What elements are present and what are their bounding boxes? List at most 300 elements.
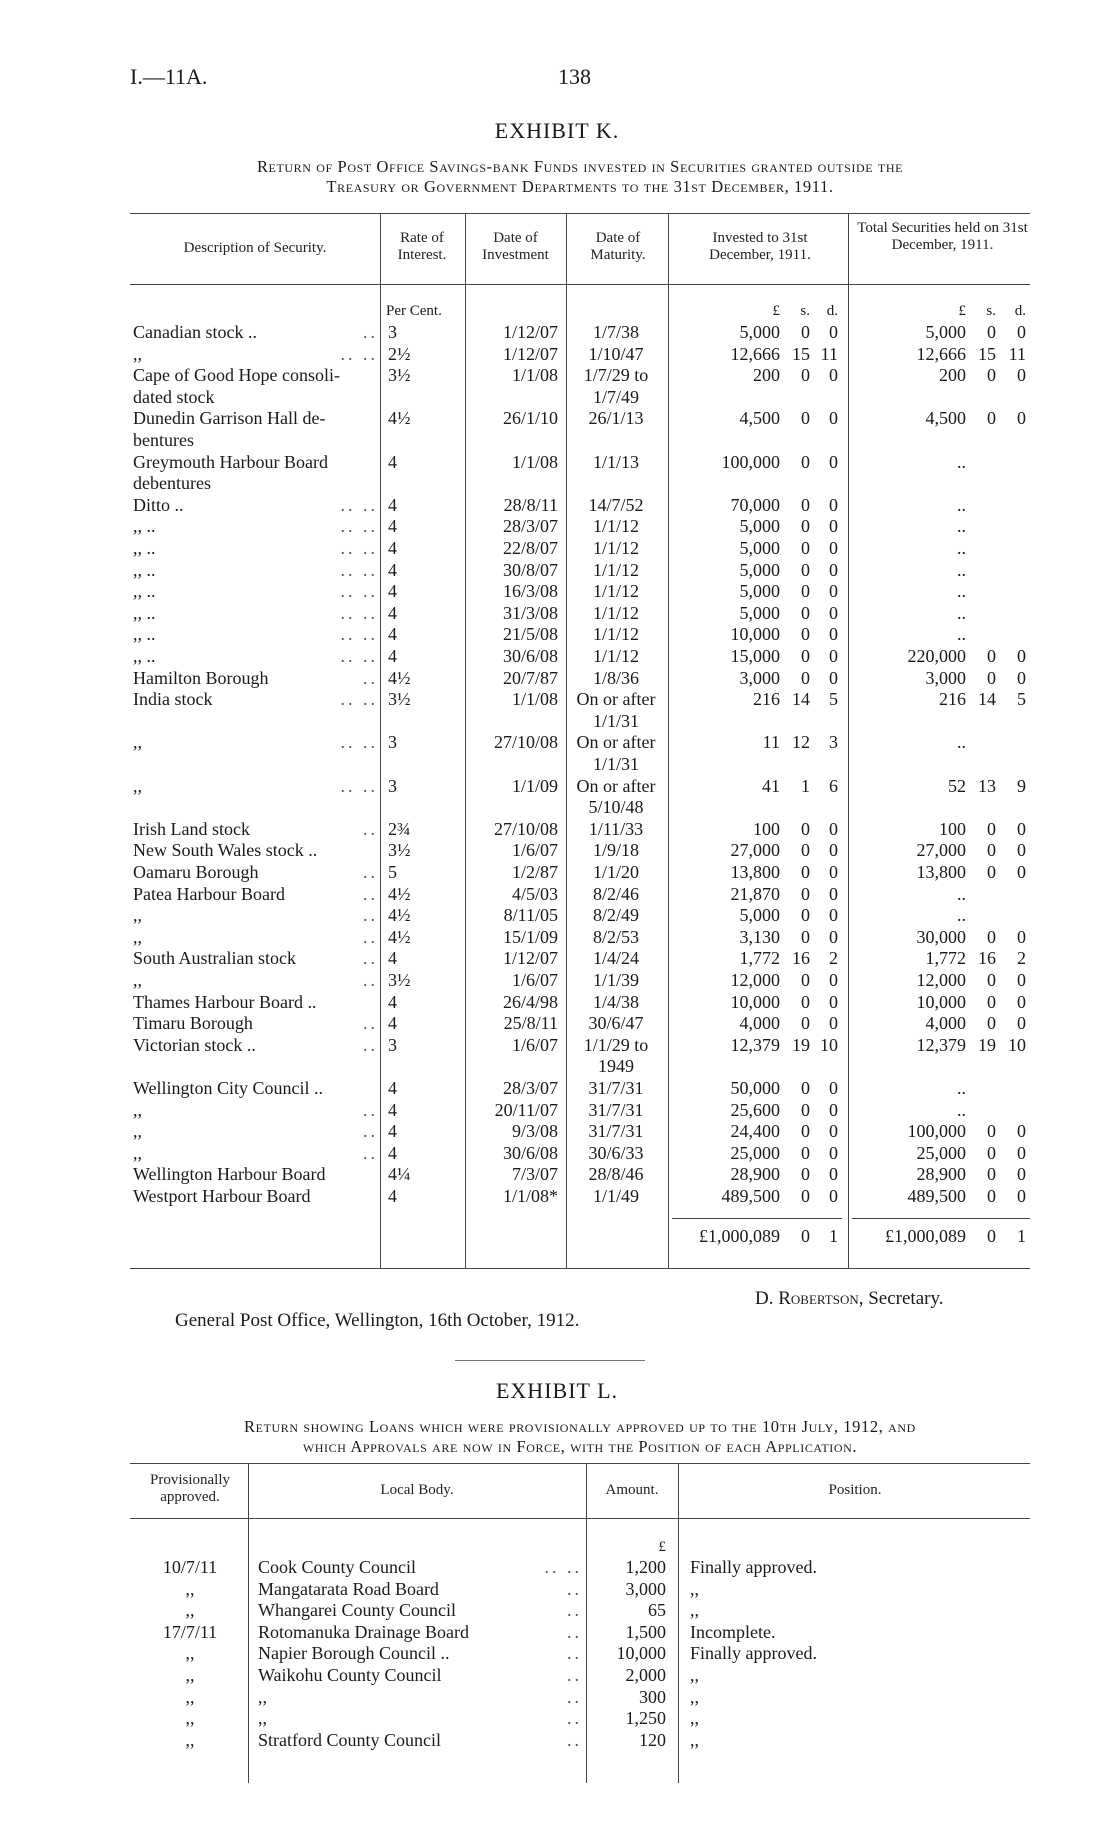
invested-shillings: 19 bbox=[792, 1034, 810, 1055]
security-description: Westport Harbour Board bbox=[133, 1186, 311, 1206]
invested-shillings: 0 bbox=[801, 1186, 810, 1206]
interest-rate: 4½ bbox=[388, 667, 411, 688]
application-position: Finally approved. bbox=[690, 1643, 817, 1664]
col-header-investment: Date of Investment bbox=[482, 230, 549, 263]
table-row bbox=[0, 732, 1114, 753]
securities-pounds: .. bbox=[957, 624, 966, 645]
leader-dots: .. bbox=[363, 926, 378, 947]
securities-pounds: 12,379 bbox=[916, 1034, 966, 1055]
table-row bbox=[0, 322, 1114, 343]
table-row bbox=[0, 560, 1114, 581]
leader-dots: .. bbox=[567, 1665, 582, 1685]
security-description: Thames Harbour Board .. bbox=[133, 991, 317, 1012]
invested-pounds: 100,000 bbox=[721, 451, 780, 472]
maturity-date: 1/1/12 bbox=[592, 646, 639, 666]
securities-shillings: 0 bbox=[987, 1186, 996, 1206]
table-row bbox=[0, 387, 1114, 408]
invested-shillings: 0 bbox=[801, 667, 810, 688]
leader-dots: .. bbox=[567, 1621, 582, 1642]
invested-pounds: 12,666 bbox=[730, 343, 780, 364]
interest-rate: 5 bbox=[388, 862, 397, 882]
table-row bbox=[0, 1622, 1114, 1643]
table-row bbox=[0, 668, 1114, 689]
invested-pounds: 70,000 bbox=[730, 494, 780, 515]
security-description: Oamaru Borough bbox=[133, 862, 259, 882]
approval-date: 10/7/11 bbox=[162, 1557, 218, 1577]
invested-pounds: 216 bbox=[753, 689, 780, 710]
interest-rate: 4½ bbox=[388, 926, 411, 947]
maturity-date: 1/8/36 bbox=[592, 667, 639, 688]
table-row bbox=[0, 538, 1114, 559]
invested-pence: 0 bbox=[829, 1121, 838, 1142]
invested-shillings: 12 bbox=[792, 732, 810, 753]
col-header-provisional: Provisionally approved. bbox=[149, 1472, 230, 1505]
invested-pounds: 5,000 bbox=[739, 905, 780, 926]
interest-rate: 3 bbox=[388, 732, 397, 753]
application-position: ,, bbox=[690, 1578, 699, 1599]
maturity-date: 1/7/49 bbox=[592, 386, 639, 407]
invested-shillings: 0 bbox=[801, 322, 810, 342]
investment-date: 21/5/08 bbox=[502, 624, 558, 645]
securities-shillings: 0 bbox=[987, 840, 996, 861]
interest-rate: 3 bbox=[388, 1034, 397, 1055]
invested-shillings: 0 bbox=[801, 840, 810, 861]
interest-rate: 4 bbox=[388, 451, 397, 472]
local-body-name: Stratford County Council bbox=[258, 1729, 441, 1750]
approval-date: 17/7/11 bbox=[162, 1621, 218, 1642]
invested-pounds: 5,000 bbox=[739, 516, 780, 537]
investment-date: 1/2/87 bbox=[511, 862, 558, 882]
table-row bbox=[0, 1143, 1114, 1164]
invested-pence: 3 bbox=[829, 732, 838, 753]
investment-date: 1/6/07 bbox=[511, 840, 558, 861]
invested-total-pence: 1 bbox=[829, 1226, 838, 1246]
invested-shillings: 0 bbox=[801, 818, 810, 839]
invested-pounds: 21,870 bbox=[730, 883, 780, 904]
securities-pounds: .. bbox=[957, 451, 966, 472]
invested-shillings: 0 bbox=[801, 1078, 810, 1098]
securities-pence: 0 bbox=[1017, 646, 1026, 666]
maturity-date: 5/10/48 bbox=[588, 797, 644, 818]
maturity-date: 1/1/13 bbox=[592, 451, 639, 472]
table-row bbox=[0, 603, 1114, 624]
leader-dots: .. .. bbox=[340, 732, 378, 753]
investment-date: 22/8/07 bbox=[502, 538, 558, 558]
col-header-amount: Amount. bbox=[605, 1482, 659, 1498]
securities-pounds: 25,000 bbox=[916, 1142, 966, 1163]
leader-dots: .. bbox=[363, 1034, 378, 1055]
invested-pounds: 12,379 bbox=[730, 1034, 780, 1055]
securities-pounds: 12,666 bbox=[916, 343, 966, 364]
invested-pence: 0 bbox=[829, 322, 838, 342]
interest-rate: 4½ bbox=[388, 905, 411, 926]
invested-pence: 0 bbox=[829, 818, 838, 839]
maturity-date: 1/7/38 bbox=[592, 322, 639, 342]
leader-dots: .. .. bbox=[340, 602, 378, 623]
invested-pounds: 13,800 bbox=[730, 862, 780, 882]
table-row bbox=[0, 819, 1114, 840]
invested-pence: 0 bbox=[829, 862, 838, 882]
investment-date: 1/1/08* bbox=[502, 1186, 558, 1206]
security-description: Timaru Borough bbox=[133, 1013, 253, 1034]
loan-amount: 1,250 bbox=[625, 1708, 666, 1729]
interest-rate: 4 bbox=[388, 1142, 397, 1163]
invested-pounds: 27,000 bbox=[730, 840, 780, 861]
local-body-name: Napier Borough Council .. bbox=[258, 1643, 450, 1664]
interest-rate: 3½ bbox=[388, 970, 411, 990]
interest-rate: 4 bbox=[388, 538, 397, 558]
maturity-date: 31/7/31 bbox=[588, 1099, 644, 1120]
invested-pounds: 4,000 bbox=[739, 1013, 780, 1034]
col-header-maturity: Date of Maturity. bbox=[590, 230, 646, 263]
unit-percent: Per Cent. bbox=[386, 303, 442, 319]
interest-rate: 4 bbox=[388, 948, 397, 969]
interest-rate: 4 bbox=[388, 1121, 397, 1142]
leader-dots: .. .. bbox=[340, 343, 378, 364]
maturity-date: 14/7/52 bbox=[588, 494, 644, 515]
invested-shillings: 0 bbox=[801, 1121, 810, 1142]
securities-pounds: 12,000 bbox=[916, 970, 966, 990]
leader-dots: .. bbox=[567, 1729, 582, 1750]
securities-pounds: 27,000 bbox=[916, 840, 966, 861]
table-row bbox=[0, 516, 1114, 537]
local-body-name: Waikohu County Council bbox=[258, 1665, 442, 1685]
section-divider bbox=[455, 1360, 645, 1361]
unit-shilling: s. bbox=[986, 303, 996, 319]
invested-pounds: 10,000 bbox=[730, 624, 780, 645]
security-description: Wellington Harbour Board bbox=[133, 1164, 326, 1185]
invested-pounds: 25,600 bbox=[730, 1099, 780, 1120]
interest-rate: 4 bbox=[388, 624, 397, 645]
securities-pence: 0 bbox=[1017, 1164, 1026, 1185]
invested-pence: 0 bbox=[829, 926, 838, 947]
application-position: ,, bbox=[690, 1600, 699, 1621]
leader-dots: .. bbox=[363, 1099, 378, 1120]
signature-title: Secretary. bbox=[868, 1288, 944, 1309]
securities-pounds: 10,000 bbox=[916, 991, 966, 1012]
table-row bbox=[0, 884, 1114, 905]
table-row bbox=[0, 1643, 1114, 1664]
invested-pounds: 25,000 bbox=[730, 1142, 780, 1163]
invested-pence: 0 bbox=[829, 883, 838, 904]
invested-pence: 0 bbox=[829, 646, 838, 666]
maturity-date: 31/7/31 bbox=[588, 1078, 644, 1098]
table-row bbox=[0, 1164, 1114, 1185]
invested-pence: 0 bbox=[829, 1142, 838, 1163]
invested-shillings: 1 bbox=[801, 775, 810, 796]
securities-pounds: 220,000 bbox=[907, 646, 966, 666]
page-number: 138 bbox=[558, 64, 591, 89]
invested-shillings: 0 bbox=[801, 624, 810, 645]
table-row bbox=[0, 1100, 1114, 1121]
invested-shillings: 0 bbox=[801, 926, 810, 947]
units-row bbox=[0, 301, 1114, 322]
local-body-name: Whangarei County Council bbox=[258, 1600, 456, 1621]
invested-pence: 0 bbox=[829, 991, 838, 1012]
invested-pounds: 28,900 bbox=[730, 1164, 780, 1185]
place-date: General Post Office, Wellington, 16th October, 1912. bbox=[175, 1310, 580, 1331]
securities-shillings: 0 bbox=[987, 322, 996, 342]
header-bottom-rule bbox=[130, 284, 1030, 285]
security-description: debentures bbox=[133, 473, 211, 494]
invested-shillings: 0 bbox=[801, 862, 810, 882]
maturity-date: 1949 bbox=[598, 1056, 634, 1077]
investment-date: 26/4/98 bbox=[502, 991, 558, 1012]
leader-dots: .. .. bbox=[340, 516, 378, 537]
table-row bbox=[0, 948, 1114, 969]
securities-pounds: 52 bbox=[948, 775, 966, 796]
security-description: Dunedin Garrison Hall de- bbox=[133, 408, 326, 429]
table-row bbox=[0, 754, 1114, 775]
loan-amount: 10,000 bbox=[616, 1643, 666, 1664]
securities-pounds: .. bbox=[957, 559, 966, 580]
security-description: dated stock bbox=[133, 386, 215, 407]
invested-shillings: 15 bbox=[792, 343, 810, 364]
securities-shillings: 13 bbox=[978, 775, 996, 796]
maturity-date: 8/2/53 bbox=[592, 926, 639, 947]
application-position: Incomplete. bbox=[690, 1621, 776, 1642]
table-row bbox=[0, 776, 1114, 797]
col-header-local-body: Local Body. bbox=[380, 1482, 454, 1498]
investment-date: 1/6/07 bbox=[511, 970, 558, 990]
invested-shillings: 0 bbox=[801, 494, 810, 515]
approval-date: ,, bbox=[185, 1665, 195, 1685]
table-row bbox=[0, 1665, 1114, 1686]
total-rule bbox=[852, 1218, 1030, 1219]
table-row bbox=[0, 581, 1114, 602]
securities-pence: 5 bbox=[1017, 689, 1026, 710]
table-row bbox=[0, 689, 1114, 710]
leader-dots: .. bbox=[363, 1121, 378, 1142]
securities-pence: 0 bbox=[1017, 970, 1026, 990]
approval-date: ,, bbox=[185, 1686, 195, 1707]
investment-date: 1/1/08 bbox=[511, 451, 558, 472]
invested-pence: 0 bbox=[829, 538, 838, 558]
approval-date: ,, bbox=[185, 1600, 195, 1621]
securities-pounds: 3,000 bbox=[925, 667, 966, 688]
unit-shilling: s. bbox=[800, 303, 810, 319]
local-body-name: Rotomanuka Drainage Board bbox=[258, 1621, 469, 1642]
maturity-date: 1/4/38 bbox=[592, 991, 639, 1012]
maturity-date: 1/1/49 bbox=[592, 1186, 639, 1206]
loan-amount: 1,500 bbox=[625, 1621, 666, 1642]
security-description: Victorian stock .. bbox=[133, 1034, 256, 1055]
invested-shillings: 0 bbox=[801, 516, 810, 537]
leader-dots: .. bbox=[567, 1600, 582, 1621]
interest-rate: 3 bbox=[388, 322, 397, 342]
maturity-date: On or after bbox=[576, 732, 656, 753]
invested-shillings: 0 bbox=[801, 1013, 810, 1034]
invested-pence: 5 bbox=[829, 689, 838, 710]
table-row bbox=[0, 1730, 1114, 1751]
maturity-date: 1/1/12 bbox=[592, 516, 639, 537]
securities-pence: 11 bbox=[1008, 343, 1026, 364]
security-description: Irish Land stock bbox=[133, 818, 250, 839]
unit-pound: £ bbox=[658, 1539, 666, 1555]
table-row bbox=[0, 1121, 1114, 1142]
leader-dots: .. bbox=[363, 1013, 378, 1034]
securities-total-pounds: £1,000,089 bbox=[885, 1226, 966, 1246]
interest-rate: 4 bbox=[388, 581, 397, 602]
interest-rate: 4 bbox=[388, 602, 397, 623]
invested-pounds: 3,000 bbox=[739, 667, 780, 688]
security-description: ,, bbox=[133, 775, 142, 796]
security-description: ,, bbox=[133, 1121, 142, 1142]
leader-dots: .. bbox=[363, 883, 378, 904]
investment-date: 1/6/07 bbox=[511, 1034, 558, 1055]
investment-date: 1/1/08 bbox=[511, 365, 558, 386]
invested-pounds: 41 bbox=[762, 775, 780, 796]
security-description: ,, .. bbox=[133, 559, 156, 580]
invested-pence: 0 bbox=[829, 559, 838, 580]
maturity-date: 1/1/12 bbox=[592, 581, 639, 602]
invested-shillings: 0 bbox=[801, 559, 810, 580]
table-row bbox=[0, 1078, 1114, 1099]
maturity-date: 28/8/46 bbox=[588, 1164, 644, 1185]
interest-rate: 4½ bbox=[388, 883, 411, 904]
invested-pounds: 50,000 bbox=[730, 1078, 780, 1098]
invested-pence: 0 bbox=[829, 408, 838, 429]
invested-pounds: 5,000 bbox=[739, 581, 780, 602]
table-row bbox=[0, 840, 1114, 861]
invested-shillings: 0 bbox=[801, 970, 810, 990]
security-description: ,, .. bbox=[133, 646, 156, 666]
invested-pence: 0 bbox=[829, 1099, 838, 1120]
table-row bbox=[0, 862, 1114, 883]
invested-pounds: 100 bbox=[753, 818, 780, 839]
security-description: Patea Harbour Board bbox=[133, 883, 285, 904]
interest-rate: 4 bbox=[388, 516, 397, 537]
col-header-position: Position. bbox=[828, 1482, 882, 1498]
maturity-date: 26/1/13 bbox=[588, 408, 644, 429]
invested-pounds: 24,400 bbox=[730, 1121, 780, 1142]
application-position: Finally approved. bbox=[690, 1557, 817, 1577]
document-reference: I.—11A. bbox=[130, 64, 208, 89]
table-row bbox=[0, 1557, 1114, 1578]
securities-pence: 0 bbox=[1017, 1013, 1026, 1034]
invested-shillings: 0 bbox=[801, 1099, 810, 1120]
investment-date: 1/12/07 bbox=[502, 322, 558, 342]
interest-rate: 3½ bbox=[388, 689, 411, 710]
investment-date: 28/8/11 bbox=[503, 494, 558, 515]
investment-date: 28/3/07 bbox=[502, 516, 558, 537]
investment-date: 1/1/08 bbox=[511, 689, 558, 710]
table-row bbox=[0, 927, 1114, 948]
securities-pounds: 30,000 bbox=[916, 926, 966, 947]
securities-pounds: .. bbox=[957, 905, 966, 926]
securities-shillings: 0 bbox=[987, 1164, 996, 1185]
invested-shillings: 0 bbox=[801, 883, 810, 904]
leader-dots: .. .. bbox=[340, 494, 378, 515]
securities-pence: 0 bbox=[1017, 667, 1026, 688]
securities-pence: 2 bbox=[1017, 948, 1026, 969]
securities-pence: 9 bbox=[1017, 775, 1026, 796]
interest-rate: 2½ bbox=[388, 343, 411, 364]
securities-shillings: 0 bbox=[987, 1013, 996, 1034]
securities-pence: 0 bbox=[1017, 1121, 1026, 1142]
interest-rate: 3 bbox=[388, 775, 397, 796]
invested-pence: 0 bbox=[829, 451, 838, 472]
security-description: New South Wales stock .. bbox=[133, 840, 318, 861]
invested-pounds: 12,000 bbox=[730, 970, 780, 990]
exhibit-k-title: EXHIBIT K. bbox=[494, 118, 620, 143]
loan-amount: 1,200 bbox=[625, 1557, 666, 1577]
maturity-date: 1/1/12 bbox=[592, 624, 639, 645]
securities-pounds: .. bbox=[957, 1078, 966, 1098]
security-description: India stock bbox=[133, 689, 213, 710]
securities-shillings: 0 bbox=[987, 818, 996, 839]
table-row bbox=[0, 452, 1114, 473]
invested-pence: 0 bbox=[829, 970, 838, 990]
interest-rate: 3½ bbox=[388, 840, 411, 861]
securities-pounds: 216 bbox=[939, 689, 966, 710]
invested-pence: 11 bbox=[820, 343, 838, 364]
security-description: ,, .. bbox=[133, 538, 156, 558]
invested-pence: 0 bbox=[829, 1186, 838, 1206]
securities-pounds: 489,500 bbox=[907, 1186, 966, 1206]
interest-rate: 4 bbox=[388, 494, 397, 515]
interest-rate: 4 bbox=[388, 646, 397, 666]
loan-amount: 2,000 bbox=[625, 1665, 666, 1685]
securities-pounds: .. bbox=[957, 538, 966, 558]
header-bottom-rule bbox=[130, 1518, 1030, 1519]
investment-date: 26/1/10 bbox=[502, 408, 558, 429]
invested-pence: 0 bbox=[829, 1078, 838, 1098]
signature bbox=[755, 1288, 943, 1310]
maturity-date: 1/10/47 bbox=[588, 343, 644, 364]
invested-pounds: 3,130 bbox=[739, 926, 780, 947]
securities-pence: 0 bbox=[1017, 408, 1026, 429]
securities-pounds: 100 bbox=[939, 818, 966, 839]
exhibit-l-subtitle-line1: Return showing Loans which were provisionally approved up to the 10th July, 1912, and bbox=[244, 1417, 916, 1436]
investment-date: 27/10/08 bbox=[493, 732, 558, 753]
signature-name: D. Robertson, bbox=[755, 1288, 864, 1309]
securities-pounds: .. bbox=[957, 732, 966, 753]
interest-rate: 2¾ bbox=[388, 818, 411, 839]
total-row bbox=[0, 1226, 1114, 1247]
approval-date: ,, bbox=[185, 1643, 195, 1664]
investment-date: 1/1/09 bbox=[511, 775, 558, 796]
investment-date: 30/6/08 bbox=[502, 1142, 558, 1163]
table-row bbox=[0, 970, 1114, 991]
interest-rate: 4¼ bbox=[388, 1164, 411, 1185]
leader-dots: .. .. bbox=[544, 1557, 582, 1577]
invested-shillings: 0 bbox=[801, 1164, 810, 1185]
leader-dots: .. bbox=[363, 818, 378, 839]
investment-date: 15/1/09 bbox=[502, 926, 558, 947]
security-description: ,, bbox=[133, 343, 142, 364]
security-description: ,, bbox=[133, 926, 142, 947]
security-description: Greymouth Harbour Board bbox=[133, 451, 328, 472]
securities-shillings: 0 bbox=[987, 991, 996, 1012]
col-header-invested: Invested to 31st December, 1911. bbox=[709, 230, 811, 263]
securities-pence: 0 bbox=[1017, 991, 1026, 1012]
leader-dots: .. bbox=[363, 970, 378, 990]
security-description: ,, .. bbox=[133, 581, 156, 602]
invested-pence: 6 bbox=[829, 775, 838, 796]
maturity-date: 8/2/49 bbox=[592, 905, 639, 926]
invested-total-shillings: 0 bbox=[801, 1226, 810, 1246]
leader-dots: .. bbox=[567, 1686, 582, 1707]
invested-pence: 0 bbox=[829, 494, 838, 515]
securities-shillings: 19 bbox=[978, 1034, 996, 1055]
interest-rate: 4 bbox=[388, 1099, 397, 1120]
leader-dots: .. .. bbox=[340, 624, 378, 645]
table-row bbox=[0, 1708, 1114, 1729]
security-description: Ditto .. bbox=[133, 494, 184, 515]
invested-shillings: 0 bbox=[801, 365, 810, 386]
col-header-description: Description of Security. bbox=[183, 240, 327, 256]
